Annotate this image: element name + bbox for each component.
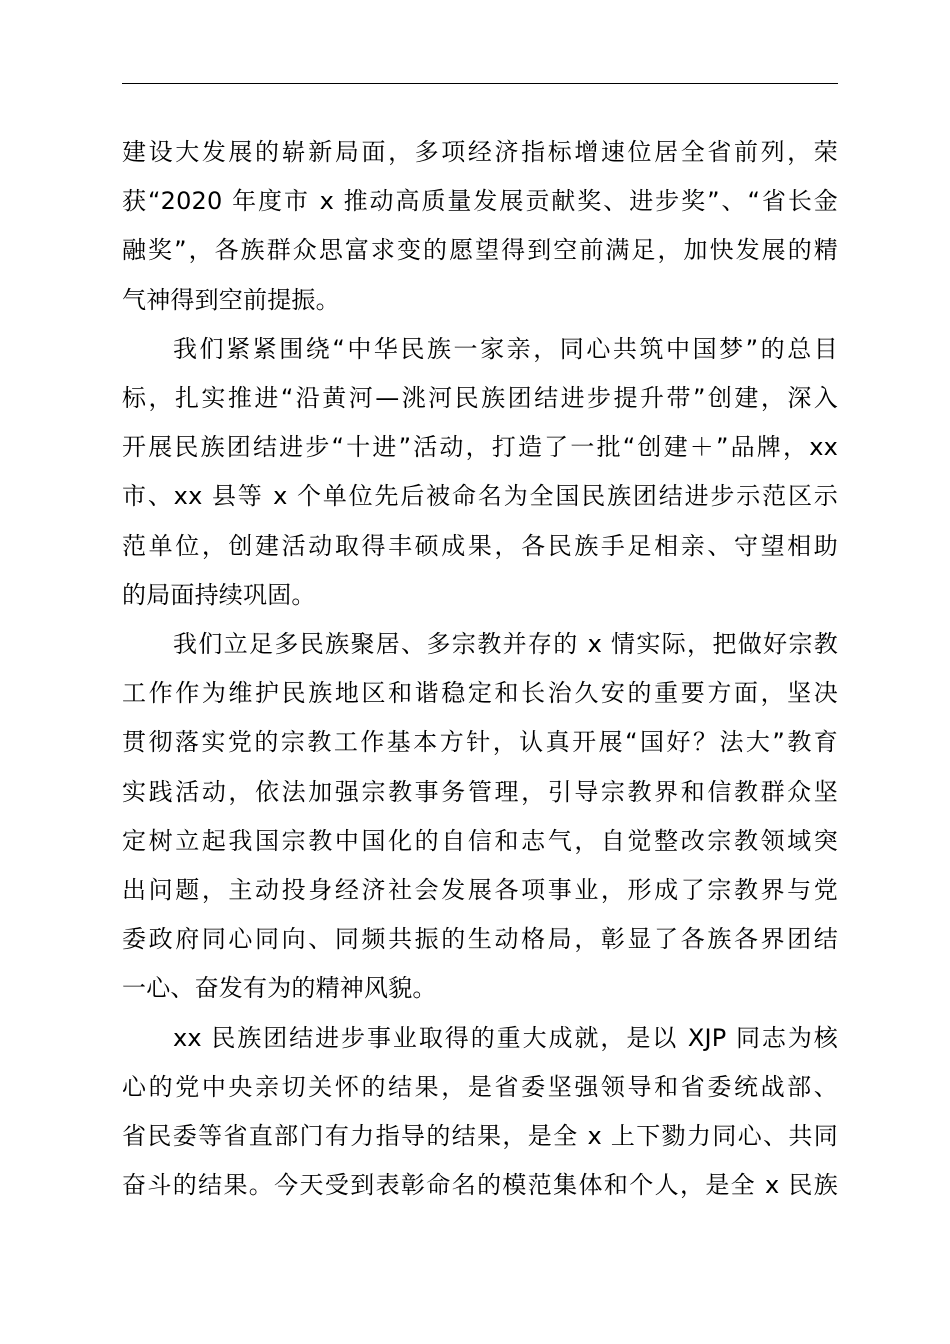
text-line: 工作作为维护民族地区和谐稳定和长治久安的重要方面，坚决 — [122, 679, 838, 708]
text-line: xx 民族团结进步事业取得的重大成就，是以 XJP 同志为核 — [173, 1023, 838, 1052]
header-rule — [122, 83, 838, 84]
text-line: 一心、奋发有为的精神风貌。 — [122, 974, 437, 1003]
text-line: 获“2020 年度市 x 推动高质量发展贡献奖、进步奖”、“省长金 — [122, 187, 838, 216]
text-line: 开展民族团结进步“十进”活动，打造了一批“创建＋”品牌，xx — [122, 433, 838, 462]
text-line: 贯彻落实党的宗教工作基本方针，认真开展“国好？法大”教育 — [122, 728, 838, 757]
text-line: 我们立足多民族聚居、多宗教并存的 x 情实际，把做好宗教 — [173, 630, 838, 659]
text-line: 建设大发展的崭新局面，多项经济指标增速位居全省前列，荣 — [122, 138, 838, 166]
document-body — [122, 128, 838, 1210]
text-line: 心的党中央亲切关怀的结果，是省委坚强领导和省委统战部、 — [122, 1072, 838, 1101]
paragraph-2 — [122, 325, 838, 620]
text-line: 我们紧紧围绕“中华民族一家亲，同心共筑中国梦”的总目 — [173, 334, 838, 363]
text-line: 省民委等省直部门有力指导的结果，是全 x 上下勠力同心、共同 — [122, 1122, 838, 1151]
text-line: 奋斗的结果。今天受到表彰命名的模范集体和个人，是全 x 民族 — [122, 1171, 838, 1200]
text-line: 气神得到空前提振。 — [122, 285, 340, 314]
text-line: 标，扎实推进“沿黄河—洮河民族团结进步提升带”创建，深入 — [122, 384, 838, 413]
text-line: 定树立起我国宗教中国化的自信和志气，自觉整改宗教领域突 — [122, 826, 838, 855]
paragraph-4 — [122, 1014, 838, 1211]
text-line: 市、xx 县等 x 个单位先后被命名为全国民族团结进步示范区示 — [122, 482, 838, 511]
text-line: 出问题，主动投身经济社会发展各项事业，形成了宗教界与党 — [122, 876, 838, 905]
text-line: 委政府同心同向、同频共振的生动格局，彰显了各族各界团结 — [122, 925, 838, 954]
paragraph-3 — [122, 620, 838, 1014]
text-line: 的局面持续巩固。 — [122, 580, 316, 609]
text-line: 实践活动，依法加强宗教事务管理，引导宗教界和信教群众坚 — [122, 777, 838, 806]
paragraph-1 — [122, 128, 838, 325]
text-line: 融奖”，各族群众思富求变的愿望得到空前满足，加快发展的精 — [122, 236, 838, 265]
text-line: 范单位，创建活动取得丰硕成果，各民族手足相亲、守望相助 — [122, 531, 838, 560]
